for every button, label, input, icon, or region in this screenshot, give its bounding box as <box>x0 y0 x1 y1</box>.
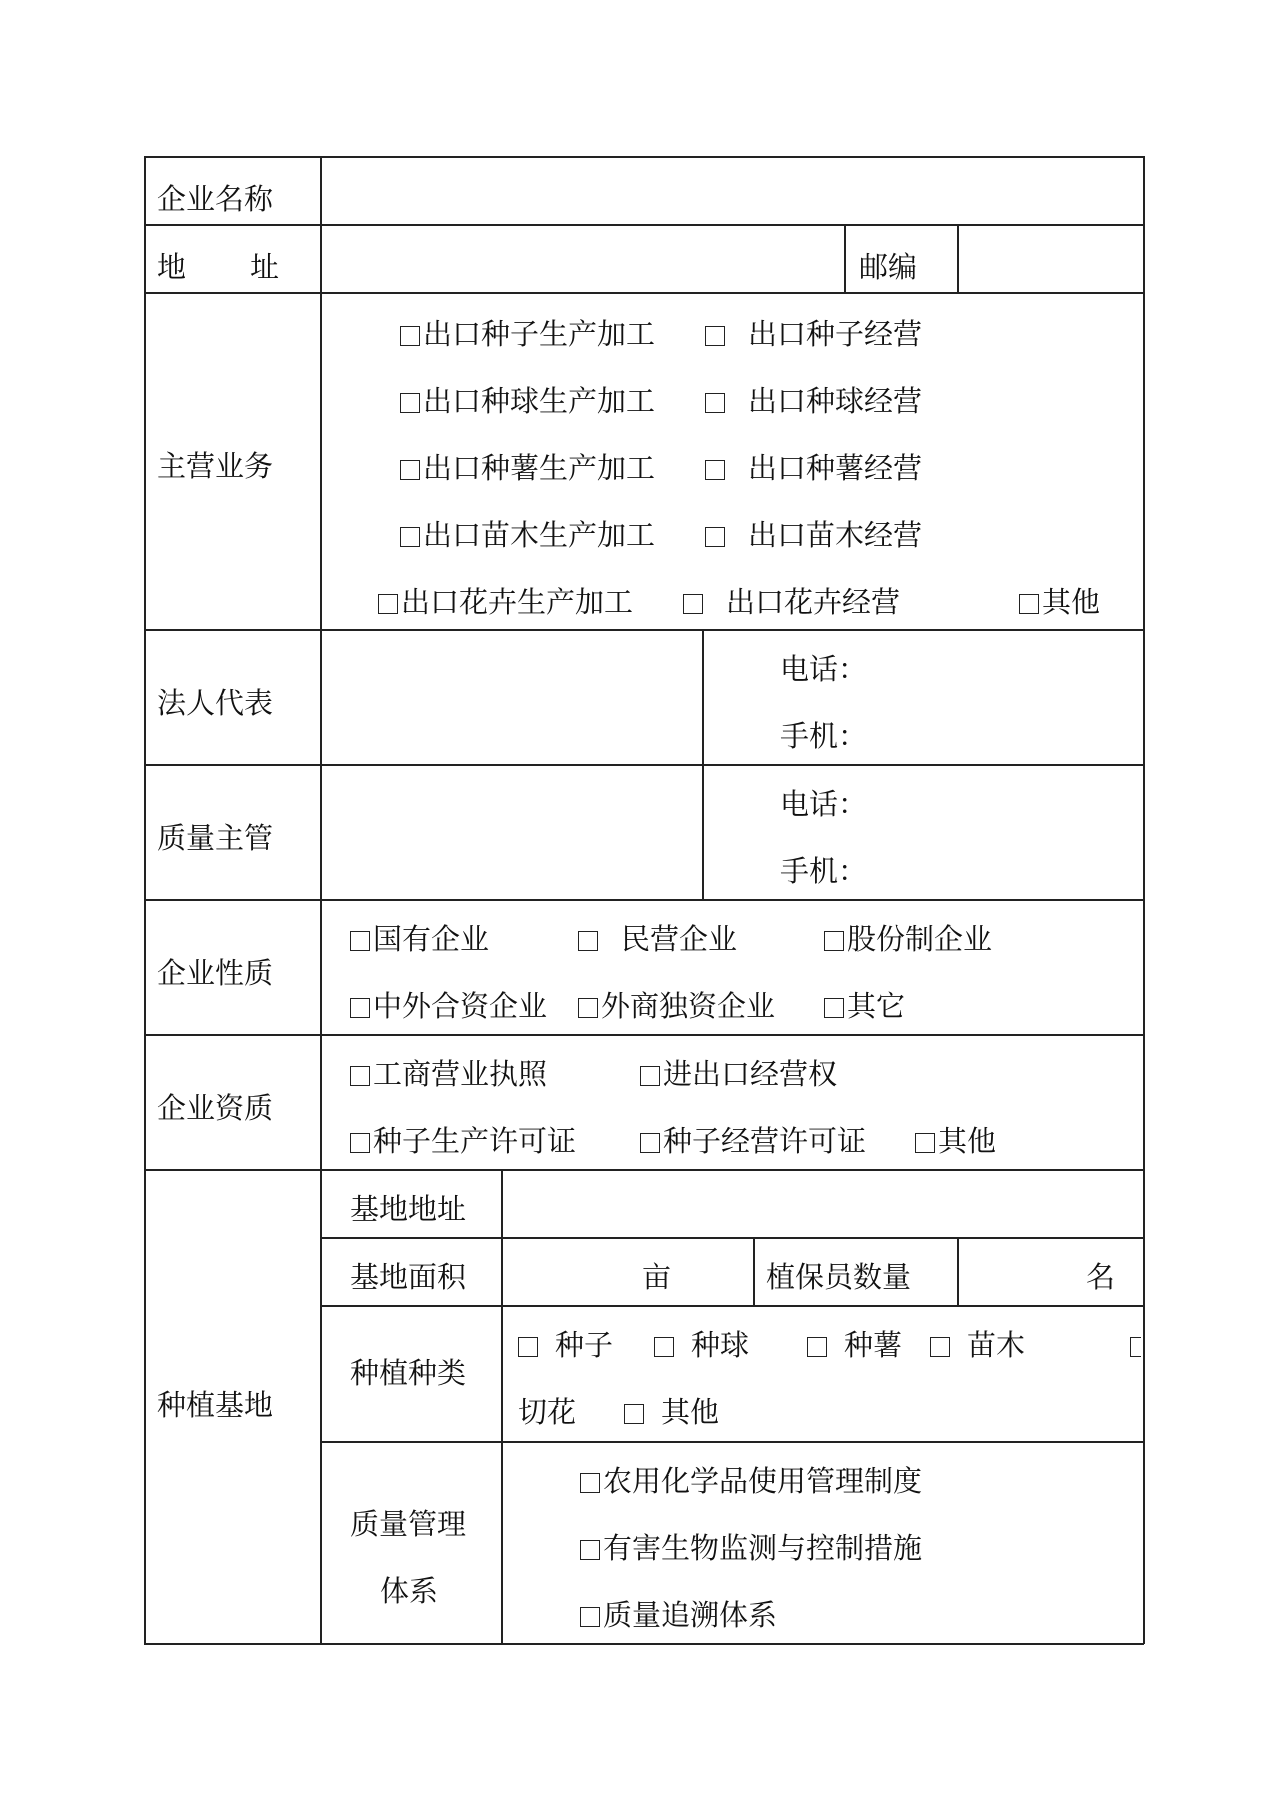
company-name-label: 企业名称 <box>157 182 274 216</box>
checkbox-icon[interactable] <box>705 527 725 547</box>
qualification-option-seed-production-permit[interactable]: 种子生产许可证 <box>350 1124 576 1158</box>
planting-type-tuber[interactable]: 种薯 <box>807 1328 902 1362</box>
legal-rep-label: 法人代表 <box>157 686 274 720</box>
qms-option-pest-monitoring[interactable]: 有害生物监测与控制措施 <box>580 1531 922 1565</box>
planting-base-label: 种植基地 <box>157 1388 274 1422</box>
checkbox-icon[interactable] <box>350 1066 370 1086</box>
application-form <box>144 156 1144 1644</box>
business-option-tuber-trade[interactable]: 出口种薯经营 <box>705 451 922 485</box>
checkbox-icon[interactable] <box>807 1337 827 1357</box>
checkbox-icon[interactable] <box>930 1337 950 1357</box>
checkbox-icon[interactable] <box>705 393 725 413</box>
planting-type-bulb[interactable]: 种球 <box>654 1328 749 1362</box>
checkbox-icon[interactable] <box>578 931 598 951</box>
checkbox-icon[interactable] <box>378 594 398 614</box>
checkbox-icon[interactable] <box>580 1540 600 1560</box>
checkbox-icon[interactable] <box>400 326 420 346</box>
qualification-option-business-license[interactable]: 工商营业执照 <box>350 1057 547 1091</box>
business-option-seedling-production[interactable]: 出口苗木生产加工 <box>400 518 655 552</box>
quality-manager-mobile-label: 手机： <box>780 854 868 888</box>
business-option-tuber-production[interactable]: 出口种薯生产加工 <box>400 451 655 485</box>
base-area-label: 基地面积 <box>350 1260 467 1294</box>
checkbox-icon[interactable] <box>915 1133 935 1153</box>
main-business-label: 主营业务 <box>157 449 274 483</box>
qms-label-line2: 体系 <box>380 1574 439 1608</box>
business-option-bulb-trade[interactable]: 出口种球经营 <box>705 384 922 418</box>
planting-types-label: 种植种类 <box>350 1356 467 1390</box>
address-label-left: 地 <box>157 250 187 284</box>
checkbox-icon[interactable] <box>624 1404 644 1424</box>
checkbox-icon[interactable] <box>640 1133 660 1153</box>
business-option-seed-production[interactable]: 出口种子生产加工 <box>400 317 655 351</box>
checkbox-icon[interactable] <box>705 460 725 480</box>
business-option-seed-trade[interactable]: 出口种子经营 <box>705 317 922 351</box>
qualification-option-import-export[interactable]: 进出口经营权 <box>640 1057 837 1091</box>
checkbox-icon[interactable] <box>683 594 703 614</box>
qualification-option-other[interactable]: 其他 <box>915 1124 996 1158</box>
quality-manager-label: 质量主管 <box>157 821 274 855</box>
checkbox-icon[interactable] <box>824 998 844 1018</box>
base-area-field[interactable] <box>503 1239 751 1305</box>
qms-option-traceability[interactable]: 质量追溯体系 <box>580 1598 777 1632</box>
postcode-field[interactable] <box>959 226 1142 292</box>
business-option-other[interactable]: 其他 <box>1019 585 1100 619</box>
planting-type-cut-flower[interactable] <box>1130 1328 1144 1362</box>
staff-unit: 名 <box>1086 1260 1116 1294</box>
checkbox-icon[interactable] <box>580 1473 600 1493</box>
nature-option-other[interactable]: 其它 <box>824 989 905 1023</box>
planting-type-seed[interactable]: 种子 <box>518 1328 613 1362</box>
checkbox-icon[interactable] <box>824 931 844 951</box>
address-label-right: 址 <box>250 250 280 284</box>
postcode-label: 邮编 <box>859 250 918 284</box>
enterprise-nature-label: 企业性质 <box>157 956 274 990</box>
checkbox-icon[interactable] <box>518 1337 538 1357</box>
nature-option-state-owned[interactable]: 国有企业 <box>350 922 489 956</box>
nature-option-joint-venture[interactable]: 中外合资企业 <box>350 989 547 1023</box>
checkbox-icon[interactable] <box>400 460 420 480</box>
business-option-bulb-production[interactable]: 出口种球生产加工 <box>400 384 655 418</box>
company-name-field[interactable] <box>322 158 1142 224</box>
qms-option-agrochemical[interactable]: 农用化学品使用管理制度 <box>580 1464 922 1498</box>
qualification-label: 企业资质 <box>157 1091 274 1125</box>
planting-type-cut-flower-label: 切花 <box>518 1395 577 1429</box>
checkbox-icon[interactable] <box>400 527 420 547</box>
planting-type-seedling[interactable]: 苗木 <box>930 1328 1025 1362</box>
checkbox-icon[interactable] <box>1130 1337 1141 1357</box>
nature-option-foreign-owned[interactable]: 外商独资企业 <box>578 989 775 1023</box>
legal-rep-mobile-label: 手机： <box>780 719 868 753</box>
address-field[interactable] <box>322 226 842 292</box>
nature-option-private[interactable]: 民营企业 <box>578 922 737 956</box>
checkbox-icon[interactable] <box>1019 594 1039 614</box>
checkbox-icon[interactable] <box>350 931 370 951</box>
checkbox-icon[interactable] <box>705 326 725 346</box>
business-option-seedling-trade[interactable]: 出口苗木经营 <box>705 518 922 552</box>
base-address-label: 基地地址 <box>350 1192 467 1226</box>
checkbox-icon[interactable] <box>580 1607 600 1627</box>
checkbox-icon[interactable] <box>400 393 420 413</box>
base-area-unit: 亩 <box>642 1260 672 1294</box>
quality-manager-name-field[interactable] <box>322 766 700 899</box>
nature-option-joint-stock[interactable]: 股份制企业 <box>824 922 992 956</box>
planting-type-other[interactable]: 其他 <box>624 1395 719 1429</box>
legal-rep-phone-label: 电话： <box>780 652 868 686</box>
qms-label-line1: 质量管理 <box>350 1507 467 1541</box>
checkbox-icon[interactable] <box>350 1133 370 1153</box>
checkbox-icon[interactable] <box>578 998 598 1018</box>
plant-protection-staff-label: 植保员数量 <box>766 1260 912 1294</box>
business-option-flower-production[interactable]: 出口花卉生产加工 <box>378 585 633 619</box>
legal-rep-name-field[interactable] <box>322 631 700 764</box>
business-option-flower-trade[interactable]: 出口花卉经营 <box>683 585 900 619</box>
quality-manager-phone-label: 电话： <box>780 787 868 821</box>
base-address-field[interactable] <box>503 1171 1142 1237</box>
checkbox-icon[interactable] <box>640 1066 660 1086</box>
checkbox-icon[interactable] <box>350 998 370 1018</box>
qualification-option-seed-trade-permit[interactable]: 种子经营许可证 <box>640 1124 866 1158</box>
checkbox-icon[interactable] <box>654 1337 674 1357</box>
